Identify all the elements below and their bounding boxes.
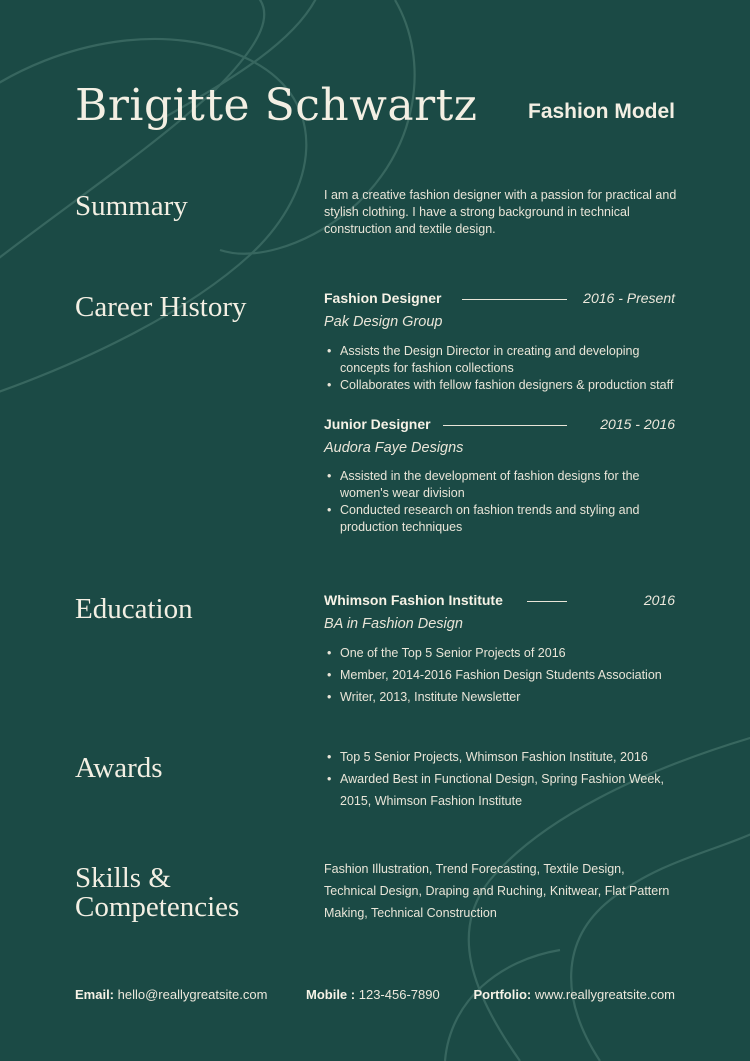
email-label: Email: (75, 987, 115, 1002)
school-name: Whimson Fashion Institute (324, 592, 503, 608)
email-value[interactable]: hello@reallygreatsite.com (117, 987, 268, 1002)
list-item: • Member, 2014-2016 Fashion Design Students Association (324, 664, 679, 686)
section-heading-awards: Awards (75, 752, 163, 784)
skills-line: Technical Design, Draping and Ruching, Knitwear, Flat Pattern (324, 884, 670, 898)
list-item: • Awarded Best in Functional Design, Spring Fashion Week, 2015, Whimson Fashion Institute (324, 768, 679, 812)
skills-line: Making, Technical Construction (324, 906, 497, 920)
portfolio-value[interactable]: www.reallygreatsite.com (534, 987, 675, 1002)
degree: BA in Fashion Design (324, 616, 463, 632)
mobile-value: 123-456-7890 (358, 987, 440, 1002)
summary-line: I am a creative fashion designer with a passion for practical and (324, 188, 677, 202)
list-item: • Writer, 2013, Institute Newsletter (324, 686, 679, 708)
portfolio-label: Portfolio: (473, 987, 532, 1002)
job-title: Fashion Designer (324, 290, 442, 306)
list-item: • Assisted in the development of fashion designs for the women's wear division (324, 468, 679, 502)
skills-line: Fashion Illustration, Trend Forecasting, Textile Design, (324, 862, 625, 876)
job-title: Junior Designer (324, 416, 431, 432)
graduation-year: 2016 (643, 592, 675, 608)
list-item: • Assists the Design Director in creating and developing concepts for fashion collections (324, 343, 679, 377)
section-heading-education: Education (75, 593, 193, 625)
summary-text (324, 187, 684, 238)
job-role: Fashion Model (528, 100, 675, 123)
skills-text (324, 858, 704, 924)
mobile-label: Mobile : (306, 987, 356, 1002)
education-bullets (324, 642, 679, 708)
section-heading-skills (75, 864, 239, 922)
divider-line (527, 601, 567, 602)
section-heading-summary: Summary (75, 190, 188, 222)
company-name: Audora Faye Designs (324, 440, 464, 456)
list-item: • Collaborates with fellow fashion designers & production staff (324, 377, 679, 394)
skills-heading-line: Competencies (75, 891, 240, 923)
section-heading-career: Career History (75, 291, 247, 323)
awards-list (324, 746, 679, 812)
contact-mobile (306, 987, 440, 1002)
summary-line: construction and textile design. (324, 222, 496, 236)
company-name: Pak Design Group (324, 314, 443, 330)
contact-email (75, 987, 267, 1002)
job-dates: 2015 - 2016 (600, 416, 675, 432)
skills-heading-line: Skills & (75, 862, 171, 894)
divider-line (443, 425, 567, 426)
candidate-name: Brigitte Schwartz (75, 80, 478, 131)
list-item: • One of the Top 5 Senior Projects of 2016 (324, 642, 679, 664)
contact-portfolio (473, 987, 675, 1002)
job-bullets (324, 343, 679, 394)
job-bullets (324, 468, 679, 536)
summary-line: stylish clothing. I have a strong background in technical (324, 205, 630, 219)
job-dates: 2016 - Present (583, 290, 675, 306)
list-item: • Top 5 Senior Projects, Whimson Fashion Institute, 2016 (324, 746, 679, 768)
list-item: • Conducted research on fashion trends and styling and production techniques (324, 502, 679, 536)
divider-line (462, 299, 567, 300)
